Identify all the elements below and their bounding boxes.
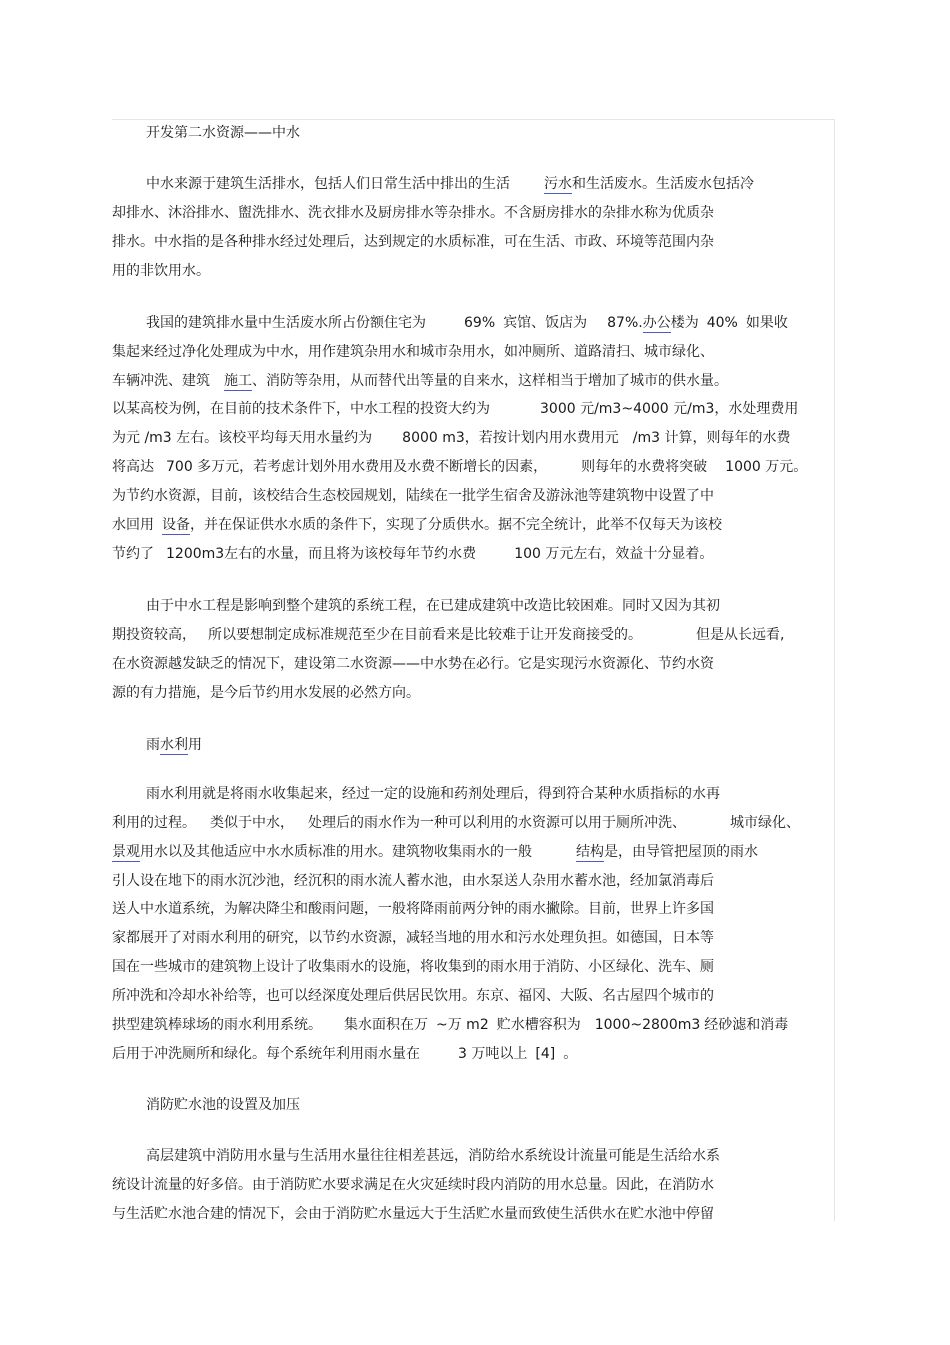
text-line: 中水来源于建筑生活排水，包括人们日常生活中排出的生活 污水和生活废水。生活废水包括冷: [146, 176, 754, 192]
text-line: 利用的过程。 类似于中水， 处理后的雨水作为一种可以利用的水资源可以用于厕所冲洗、 城市绿化、: [112, 815, 800, 831]
text-line: 将高达 700 多万元，若考虑计划外用水费用及水费不断增长的因素， 则每年的水费将突破 1000 万元。: [112, 459, 808, 475]
text-line: 与生活贮水池合建的情况下，会由于消防贮水量远大于生活贮水量而致使生活供水在贮水池中停留: [112, 1206, 714, 1222]
text-line: 送人中水道系统，为解决降尘和酸雨问题，一般将降雨前两分钟的雨水撇除。目前，世界上许多国: [112, 901, 714, 917]
text-line: 源的有力措施，是今后节约用水发展的必然方向。: [112, 685, 420, 701]
text-line: 拱型建筑棒球场的雨水利用系统。 集水面积在万 ~万 m2 贮水槽容积为 1000~2800m3 经砂滤和消毒: [112, 1017, 789, 1033]
text-line: 高层建筑中消防用水量与生活用水量往往相差甚远，消防给水系统设计流量可能是生活给水系: [146, 1148, 720, 1164]
section-heading-fire-water-tank: 消防贮水池的设置及加压: [146, 1097, 300, 1113]
link-sewage[interactable]: 污水: [544, 176, 572, 192]
section-heading-rainwater: 雨水利用: [146, 737, 202, 753]
text-line: 引人设在地下的雨水沉沙池，经沉积的雨水流人蓄水池，由水泵送人杂用水蓄水池，经加氯消毒后: [112, 873, 714, 889]
link-structure[interactable]: 结构: [576, 844, 604, 860]
text-line: 以某高校为例，在目前的技术条件下，中水工程的投资大约为 3000 元/m3~4000 元/m3，水处理费用: [112, 401, 799, 417]
text-line: 后用于冲洗厕所和绿化。每个系统年利用雨水量在 3 万吨以上 [4] 。: [112, 1046, 578, 1062]
text-line: 水回用 设备，并在保证供水水质的条件下，实现了分质供水。据不完全统计，此举不仅每天为该校: [112, 517, 722, 533]
text-line: 排水。中水指的是各种排水经过处理后，达到规定的水质标准，可在生活、市政、环境等范围内杂: [112, 234, 714, 250]
text-line: 用的非饮用水。: [112, 263, 210, 279]
text-line: 车辆冲洗、建筑 施工、消防等杂用，从而替代出等量的自来水，这样相当于增加了城市的供水量。: [112, 373, 728, 389]
text-line: 所冲洗和冷却水补给等，也可以经深度处理后供居民饮用。东京、福冈、大阪、名古屋四个城市的: [112, 988, 714, 1004]
text-line: 为节约水资源，目前，该校结合生态校园规划，陆续在一批学生宿舍及游泳池等建筑物中设置了中: [112, 488, 714, 504]
link-water-use[interactable]: 水利: [160, 737, 188, 753]
text-line: 集起来经过净化处理成为中水，用作建筑杂用水和城市杂用水，如冲厕所、道路清扫、城市绿化、: [112, 344, 714, 360]
text-line: 家都展开了对雨水利用的研究，以节约水资源，减轻当地的用水和污水处理负担。如德国，日本等: [112, 930, 714, 946]
section-heading-reclaimed-water: 开发第二水资源——中水: [146, 125, 300, 141]
text-line: 在水资源越发缺乏的情况下，建设第二水资源——中水势在必行。它是实现污水资源化、节约水资: [112, 656, 714, 672]
link-construction[interactable]: 施工: [224, 373, 252, 389]
text-line: 统设计流量的好多倍。由于消防贮水要求满足在火灾延续时段内消防的用水总量。因此，在消防水: [112, 1177, 714, 1193]
text-line: 为元 /m3 左右。该校平均每天用水量约为 8000 m3，若按计划内用水费用元 /m3 计算，则每年的水费: [112, 430, 791, 446]
text-line: 雨水利用就是将雨水收集起来，经过一定的设施和药剂处理后，得到符合某种水质指标的水再: [146, 786, 720, 802]
link-landscape[interactable]: 景观: [112, 844, 140, 860]
text-line: 节约了 1200m3左右的水量，而且将为该校每年节约水费 100 万元左右，效益十分显着。: [112, 546, 714, 562]
text-line: 景观用水以及其他适应中水水质标准的用水。建筑物收集雨水的一般 结构是，由导管把屋顶的雨水: [112, 844, 758, 860]
text-line: 我国的建筑排水量中生活废水所占份额住宅为 69% 宾馆、饭店为 87%.办公楼为 40% 如果收: [146, 315, 788, 331]
text-line: 却排水、沐浴排水、盥洗排水、洗衣排水及厨房排水等杂排水。不含厨房排水的杂排水称为优质杂: [112, 205, 714, 221]
text-line: 由于中水工程是影响到整个建筑的系统工程，在已建成建筑中改造比较困难。同时又因为其初: [146, 598, 720, 614]
link-office[interactable]: 办公: [642, 315, 671, 331]
text-line: 国在一些城市的建筑物上设计了收集雨水的设施，将收集到的雨水用于消防、小区绿化、洗车、厕: [112, 959, 714, 975]
link-equipment[interactable]: 设备: [162, 517, 190, 533]
text-line: 期投资较高， 所以要想制定成标准规范至少在目前看来是比较难于让开发商接受的。 但是从长远看,: [112, 627, 785, 643]
